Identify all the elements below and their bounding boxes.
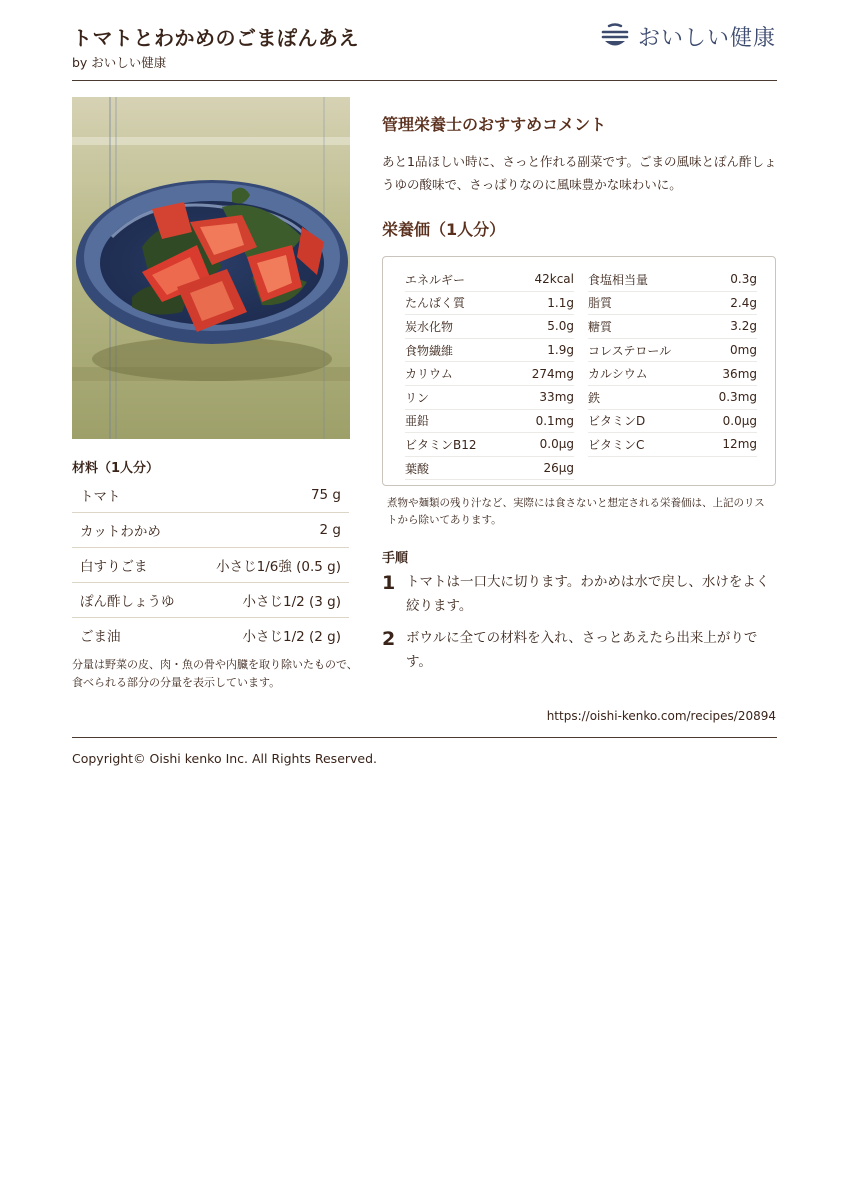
nutrient-name: 葉酸 bbox=[405, 461, 430, 476]
nutrient-cell bbox=[588, 362, 757, 386]
dish-illustration bbox=[72, 97, 350, 439]
recipe-url[interactable]: https://oishi-kenko.com/recipes/20894 bbox=[546, 709, 776, 723]
comment-heading: 管理栄養士のおすすめコメント bbox=[382, 115, 607, 134]
nutrient-value: 3.2g bbox=[730, 319, 757, 334]
ingredient-row bbox=[72, 513, 349, 548]
nutrient-name: カルシウム bbox=[588, 367, 648, 382]
step-number: 2 bbox=[382, 628, 396, 650]
ingredient-row bbox=[72, 548, 349, 583]
step-text: ボウルに全ての材料を入れ、さっとあえたら出来上がりです。 bbox=[406, 630, 758, 670]
nutrient-cell bbox=[405, 410, 574, 434]
ingredient-name: ぽん酢しょうゆ bbox=[80, 594, 175, 610]
nutrition-heading: 栄養価（1人分） bbox=[382, 220, 506, 239]
nutrient-value: 0.3g bbox=[730, 272, 757, 287]
byline: by おいしい健康 bbox=[72, 55, 167, 70]
step-text: トマトは一口大に切ります。わかめは水で戻し、水けをよく絞ります。 bbox=[406, 574, 770, 614]
ingredients-list bbox=[72, 478, 349, 652]
nutrient-value: 36mg bbox=[722, 366, 757, 381]
nutrient-cell bbox=[405, 433, 574, 457]
nutrition-row bbox=[405, 386, 757, 410]
nutrient-value: 0mg bbox=[730, 343, 757, 358]
nutrient-cell bbox=[588, 339, 757, 363]
nutrition-row bbox=[405, 433, 757, 457]
step-item bbox=[382, 626, 772, 674]
nutrient-value: 0.1mg bbox=[535, 413, 574, 428]
nutrient-name: 炭水化物 bbox=[405, 319, 454, 334]
nutrient-name: 糖質 bbox=[588, 319, 613, 334]
nutrient-cell bbox=[405, 292, 574, 316]
ingredient-name: カットわかめ bbox=[80, 524, 161, 540]
nutrient-value: 2.4g bbox=[730, 295, 757, 310]
ingredient-amount: 小さじ1/2 (3 g) bbox=[242, 594, 341, 610]
step-number: 1 bbox=[382, 572, 396, 594]
nutrient-cell bbox=[405, 339, 574, 363]
nutrient-value: 0.3mg bbox=[718, 390, 757, 405]
recipe-title: トマトとわかめのごまぽんあえ bbox=[72, 26, 359, 50]
ingredient-row bbox=[72, 583, 349, 618]
brand-logo bbox=[600, 20, 776, 52]
nutrient-value: 0.0μg bbox=[539, 437, 574, 452]
ingredients-note: 分量は野菜の皮、肉・魚の骨や内臓を取り除いたもので、 食べられる部分の分量を表示しています。 bbox=[72, 658, 358, 689]
nutrient-cell bbox=[405, 268, 574, 292]
nutrient-cell bbox=[588, 410, 757, 434]
nutrient-cell bbox=[405, 386, 574, 410]
copyright: Copyright© Oishi kenko Inc. All Rights Reserved. bbox=[72, 751, 378, 766]
nutrient-name: 亜鉛 bbox=[405, 414, 430, 429]
nutrient-name: 食物繊維 bbox=[405, 343, 454, 358]
nutrient-cell bbox=[588, 457, 757, 481]
nutrient-value: 5.0g bbox=[547, 319, 574, 334]
nutrient-cell bbox=[405, 457, 574, 481]
nutrient-value: 12mg bbox=[722, 437, 757, 452]
nutrient-cell bbox=[588, 268, 757, 292]
nutrient-name: ビタミンB12 bbox=[405, 437, 477, 452]
nutrition-note: 煮物や麺類の残り汁など、実際には食さないと想定される栄養価は、上記のリストから除いてあります。 bbox=[387, 497, 765, 526]
ingredients-heading: 材料（1人分） bbox=[72, 461, 160, 476]
brand-name: おいしい健康 bbox=[638, 25, 777, 51]
bowl-logo-icon bbox=[600, 23, 630, 49]
nutrient-value: 33mg bbox=[539, 390, 574, 405]
recipe-photo bbox=[72, 97, 350, 439]
ingredient-amount: 2 g bbox=[319, 522, 341, 538]
ingredient-row bbox=[72, 478, 349, 513]
nutrient-cell bbox=[588, 433, 757, 457]
header-divider bbox=[72, 80, 777, 81]
nutrient-value: 1.1g bbox=[547, 295, 574, 310]
nutrient-cell bbox=[588, 386, 757, 410]
nutrient-name: 脂質 bbox=[588, 296, 613, 311]
steps-heading: 手順 bbox=[382, 551, 409, 566]
ingredient-name: 白すりごま bbox=[80, 559, 148, 575]
nutrient-name: エネルギー bbox=[405, 272, 466, 287]
ingredient-amount: 小さじ1/2 (2 g) bbox=[242, 629, 341, 645]
nutrition-row bbox=[405, 292, 757, 316]
nutrient-value: 26μg bbox=[543, 461, 574, 476]
nutrient-name: カリウム bbox=[405, 367, 453, 382]
nutrition-grid bbox=[405, 268, 757, 480]
nutrient-value: 274mg bbox=[531, 366, 574, 381]
nutrient-cell bbox=[405, 315, 574, 339]
nutrient-name: リン bbox=[405, 390, 430, 405]
ingredient-row bbox=[72, 618, 349, 652]
ingredient-name: トマト bbox=[80, 489, 121, 505]
nutrition-row bbox=[405, 315, 757, 339]
nutrient-name: たんぱく質 bbox=[405, 296, 466, 311]
nutrient-value: 42kcal bbox=[534, 272, 574, 287]
nutrition-row bbox=[405, 268, 757, 292]
footer-divider bbox=[72, 737, 777, 738]
nutrient-name: 食塩相当量 bbox=[588, 272, 649, 287]
step-item bbox=[382, 570, 772, 618]
nutrient-cell bbox=[588, 292, 757, 316]
ingredient-name: ごま油 bbox=[80, 629, 121, 645]
nutrition-row bbox=[405, 457, 757, 481]
ingredient-amount: 75 g bbox=[310, 487, 341, 503]
nutrient-name: コレステロール bbox=[588, 343, 672, 358]
ingredient-amount: 小さじ1/6強 (0.5 g) bbox=[216, 559, 341, 575]
nutrient-name: ビタミンC bbox=[588, 437, 645, 452]
nutrition-row bbox=[405, 339, 757, 363]
nutrient-value: 0.0μg bbox=[722, 413, 757, 428]
nutrition-table bbox=[382, 256, 776, 486]
nutrient-cell bbox=[405, 362, 574, 386]
nutrient-cell bbox=[588, 315, 757, 339]
nutrition-row bbox=[405, 362, 757, 386]
comment-text: あと1品ほしい時に、さっと作れる副菜です。ごまの風味とぽん酢しょうゆの酸味で、さっぱりなのに風味豊かな味わいに。 bbox=[382, 154, 777, 192]
nutrition-row bbox=[405, 410, 757, 434]
nutrient-name: 鉄 bbox=[588, 390, 601, 405]
nutrient-value: 1.9g bbox=[547, 343, 574, 358]
nutrient-name: ビタミンD bbox=[588, 414, 646, 429]
